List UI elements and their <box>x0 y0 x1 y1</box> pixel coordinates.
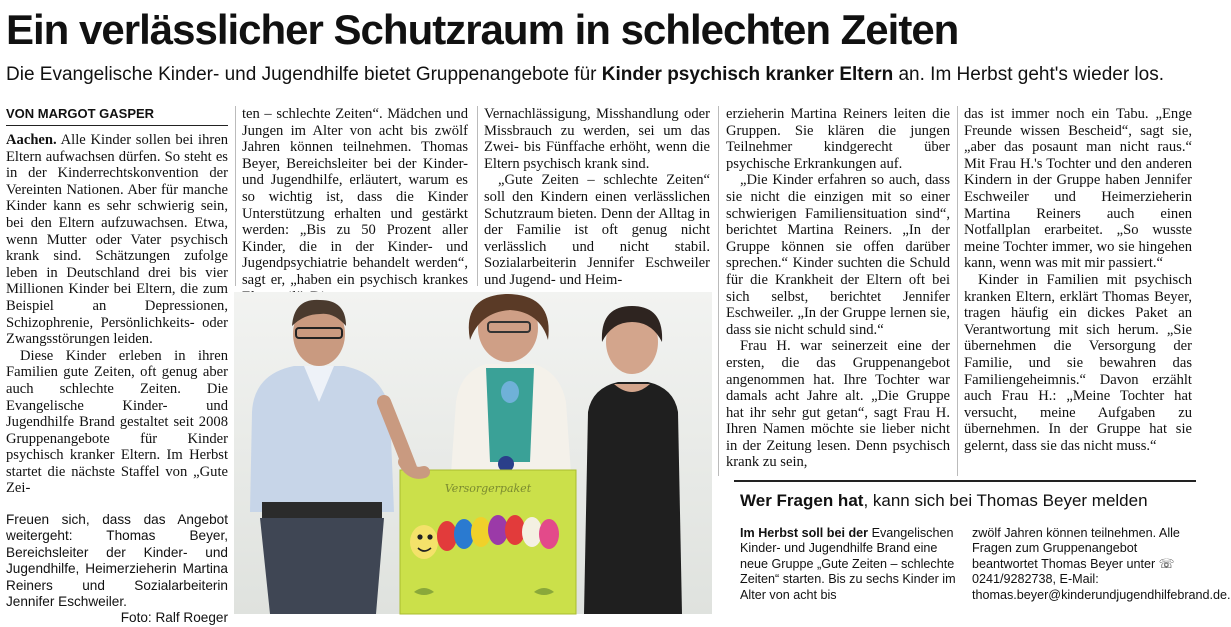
info-box-right-text: zwölf Jahren können teilnehmen. Alle Fragen zum Gruppenangebot beantwortet Thomas Beyer unter ☏ 0241/9282738, E-Mail: thomas.beyer@kinderundjugendhilfebrand.de. <box>972 526 1231 602</box>
info-box-title-rest: , kann sich bei Thomas Beyer melden <box>863 491 1148 510</box>
info-box-title <box>740 490 1196 512</box>
article-column-5 <box>964 106 1192 454</box>
info-box-column-right <box>972 526 1231 603</box>
column-1-paragraph-2: Diese Kinder erleben in ihren Familien gute Zeiten, oft genug aber auch schlechte Zeiten. Die Evangelische Kinder- und Jugendhilfe Brand gestaltet seit 2008 Gruppenangebote für Kinder psychisch kranker Eltern. Im Herbst startet die nächste Staffel von „Gute Zei- <box>6 347 228 497</box>
subline <box>6 62 1196 88</box>
article-column-2 <box>242 106 468 322</box>
article-column-4 <box>726 106 950 471</box>
photo-caption <box>6 512 228 627</box>
headline: Ein verlässlicher Schutzraum in schlechten Zeiten <box>6 6 959 53</box>
info-box-title-bold: Wer Fragen hat <box>740 491 864 510</box>
column-2-paragraph-1: ten – schlechte Zeiten“. Mädchen und Jungen im Alter von acht bis zwölf Jahren können teilnehmen. Thomas Beyer, Bereichsleiter bei der Kinder- und Jugendhilfe, erläutert, warum es so wichtig ist, dass die Kinder Unterstützung erhalten und gestärkt werden: „Bis zu 50 Prozent aller Kinder, die in der Kinder- und Jugendpsychiatrie behandelt werden“, sagt er, „haben ein psychisch krankes <box>242 106 468 288</box>
article-column-1 <box>6 132 228 497</box>
column-divider <box>957 106 958 476</box>
info-box-left-text <box>740 526 960 603</box>
column-4-paragraph-1: erzieherin Martina Reiners leiten die Gruppen. Sie klären die jungen Teilnehmer kindgerecht über psychische Erkrankungen auf. <box>726 106 950 172</box>
caption-text: Freuen sich, dass das Angebot weitergeht: Thomas Beyer, Bereichsleiter der Kinder- und Jugendhilfe, Heimerzieherin Martina Reiners und Sozialarbeiterin Jennifer Eschweiler. <box>6 512 228 610</box>
article-column-3 <box>484 106 710 289</box>
photo-credit: Foto: Ralf Roeger <box>120 610 228 626</box>
column-4-paragraph-2: „Die Kinder erfahren so auch, dass sie nicht die einzigen mit so einer schwierigen Familiensituation sind“, berichtet Martina Reiners. „In der Gruppe können sie offen darüber sprechen.“ Kinder suchten die Schuld für die Krankheit der Eltern oft bei sich selbst, berichtet Jennifer Eschweiler. „In der Gruppe lernen sie, dass sie nicht schuld sind.“ <box>726 172 950 338</box>
info-box-rule <box>734 480 1196 482</box>
column-divider <box>477 106 478 286</box>
subline-start: Die Evangelische Kinder- und Jugendhilfe bietet Gruppenangebote für <box>6 64 602 85</box>
subline-end: an. Im Herbst geht's wieder los. <box>893 64 1164 85</box>
lead-text: Alle Kinder sollen bei ihren Eltern aufwachsen dürfen. So steht es in der Kinderrechtskonvention der Vereinten Nationen. Aber für manche Kinder kann es sehr schwierig sein, bei den Eltern aufzuwachsen. Etwa, wenn Mutter oder Vater psychisch krank sind. Schätzungen zufolge leben in Deutschland drei bis vier Millionen Kinder bei Eltern, die zum Beispiel an Depressionen, Schizophrenie, Persönlichkeits- oder Zwangsstörungen leiden. <box>6 132 228 348</box>
info-box-column-left <box>740 526 960 603</box>
column-3-paragraph-2: „Gute Zeiten – schlechte Zeiten“ soll den Kindern einen verlässlichen Schutzraum bieten. Denn der Alltag in der Familie ist oft genug nicht verlässlich und nicht stabil. Sozialarbeiterin Jennifer Eschweiler und Jugend- und Heim- <box>484 172 710 288</box>
poster-title: Versorgerpaket <box>444 482 532 495</box>
column-divider <box>235 106 236 286</box>
info-box-left-bold: Im Herbst soll bei der <box>740 526 869 540</box>
column-3-paragraph-1: Vernachlässigung, Misshandlung oder Missbrauch zu werden, sei um das Zwei- bis Fünffache erhöht, wenn die Eltern psychisch krank sind. <box>484 106 710 172</box>
byline: VON MARGOT GASPER <box>6 106 228 126</box>
column-1-paragraph-1 <box>6 132 228 348</box>
column-5-paragraph-2: Kinder in Familien mit psychisch kranken Eltern, erklärt Thomas Beyer, tragen häufig ein dickes Paket an Verantwortung mit sich herum. „Sie übernehmen die Versorgung der Familie, und sie bewahren das Familiengeheimnis.“ Davon erzählt auch Frau H.: „Meine Tochter hat versucht, meine Aufgaben zu übernehmen. In der Gruppe hat sie gelernt, dass sie das nicht muss.“ <box>964 271 1192 454</box>
subline-bold: Kinder psychisch kranker Eltern <box>601 64 894 85</box>
poster <box>400 470 576 614</box>
column-5-paragraph-1: das ist immer noch ein Tabu. „Enge Freunde wissen Bescheid“, sagt sie, „aber das posaunt man nicht raus.“ Mit Frau H.'s Tochter und den anderen Kindern in der Gruppe haben Jennifer Eschweiler und Heimerzieherin Martina Reiners auch einen Notfallplan erarbeitet. „So wusste meine Tochter immer, wo sie hingehen kann, wenn was mit mir passiert.“ <box>964 106 1192 272</box>
article-photo <box>234 292 712 614</box>
dateline: Aachen. <box>6 132 57 148</box>
info-box-left-body: Evangelischen Kinder- und Jugendhilfe Brand eine neue Gruppe „Gute Zeiten – schlechte Zeiten“ starten. Bis zu sechs Kinder im Alter von acht bis <box>740 526 956 602</box>
column-4-paragraph-3: Frau H. war seinerzeit eine der ersten, die das Gruppenangebot angenommen hat. Ihre Tochter war damals acht Jahre alt. „Die Gruppe hat ihr sehr gut getan“, sagt Frau H. Ihren Namen möchte sie lieber nicht in der Zeitung lesen. Denn psychisch krank zu sein, <box>726 338 950 471</box>
photo-illustration <box>234 292 712 614</box>
column-divider <box>718 106 719 476</box>
